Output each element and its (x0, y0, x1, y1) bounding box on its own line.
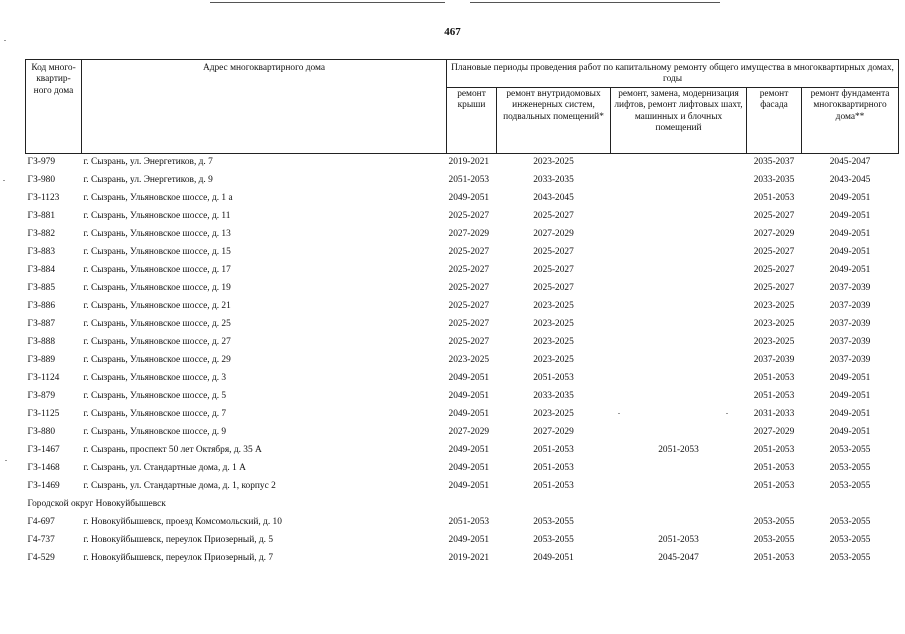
cell-code: ГЗ-1468 (27, 463, 60, 474)
cell-roof: 2051-2053 (448, 175, 490, 186)
cell-code: ГЗ-879 (27, 391, 56, 402)
cell-facade: 2025-2027 (753, 211, 795, 222)
cell-code: ГЗ-886 (27, 301, 56, 312)
cell-lifts: 2045-2047 (658, 553, 699, 564)
section-row (26, 496, 899, 514)
cell-address: г. Сызрань, Ульяновское шоссе, д. 25 (83, 319, 231, 330)
cell-facade: 2023-2025 (753, 301, 795, 312)
header-roof: ремонт крыши (447, 88, 497, 154)
cell-lifts (611, 334, 747, 352)
cell-foundation: 2037-2039 (829, 337, 871, 348)
cell-code: ГЗ-1467 (27, 445, 60, 456)
table-row (26, 388, 899, 406)
cell-address: г. Сызрань, ул. Энергетиков, д. 9 (83, 175, 213, 186)
cell-lifts (611, 406, 747, 424)
cell-code: Г4-529 (27, 553, 55, 564)
cell-roof: 2049-2051 (448, 193, 490, 204)
cell-engineering: 2025-2027 (533, 211, 574, 222)
table-row (26, 532, 899, 550)
cell-facade: 2023-2025 (753, 319, 795, 330)
table-row (26, 226, 899, 244)
cell-code: ГЗ-880 (27, 427, 56, 438)
cell-facade: 2027-2029 (753, 427, 795, 438)
cell-foundation: 2049-2051 (829, 211, 871, 222)
table-row (26, 352, 899, 370)
cell-facade: 2035-2037 (753, 157, 795, 168)
header-lifts: ремонт, замена, модернизация лифтов, ремонт лифтовых шахт, машинных и блочных помещений (611, 88, 747, 154)
section-title: Городской округ Новокуйбышевск (27, 499, 166, 510)
cell-lifts (611, 352, 747, 370)
table-row (26, 208, 899, 226)
table-row (26, 406, 899, 424)
scan-speck (5, 460, 7, 461)
cell-address: г. Сызрань, ул. Стандартные дома, д. 1, корпус 2 (83, 481, 276, 492)
cell-address: г. Сызрань, Ульяновское шоссе, д. 5 (83, 391, 227, 402)
cell-lifts: 2051-2053 (658, 535, 699, 546)
cell-foundation: 2049-2051 (829, 427, 871, 438)
cell-facade: 2053-2055 (753, 517, 795, 528)
header-periods: Плановые периоды проведения работ по капитальному ремонту общего имущества в многоквартирных домах, годы (447, 60, 899, 88)
cell-engineering: 2027-2029 (533, 427, 574, 438)
cell-foundation: 2049-2051 (829, 373, 871, 384)
cell-facade: 2051-2053 (753, 193, 795, 204)
top-rule-right (470, 2, 720, 3)
cell-engineering: 2053-2055 (533, 517, 574, 528)
cell-lifts (611, 514, 747, 532)
top-rule-left (210, 2, 445, 3)
cell-code: ГЗ-881 (27, 211, 56, 222)
cell-engineering: 2025-2027 (533, 265, 574, 276)
cell-foundation: 2037-2039 (829, 283, 871, 294)
cell-address: г. Сызрань, ул. Стандартные дома, д. 1 А (83, 463, 246, 474)
page-number: 467 (444, 26, 461, 38)
cell-engineering: 2043-2045 (533, 193, 574, 204)
cell-foundation: 2043-2045 (829, 175, 871, 186)
cell-facade: 2025-2027 (753, 283, 795, 294)
cell-engineering: 2051-2053 (533, 463, 574, 474)
cell-code: ГЗ-884 (27, 265, 56, 276)
cell-facade: 2051-2053 (753, 553, 795, 564)
cell-code: ГЗ-888 (27, 337, 56, 348)
cell-engineering: 2023-2025 (533, 355, 574, 366)
cell-address: г. Сызрань, Ульяновское шоссе, д. 29 (83, 355, 231, 366)
cell-facade: 2033-2035 (753, 175, 795, 186)
cell-address: г. Сызрань, Ульяновское шоссе, д. 15 (83, 247, 231, 258)
cell-facade: 2025-2027 (753, 247, 795, 258)
cell-address: г. Сызрань, ул. Энергетиков, д. 7 (83, 157, 213, 168)
cell-facade: 2051-2053 (753, 463, 795, 474)
cell-code: ГЗ-980 (27, 175, 56, 186)
cell-roof: 2025-2027 (448, 319, 490, 330)
cell-facade: 2053-2055 (753, 535, 795, 546)
cell-engineering: 2023-2025 (533, 319, 574, 330)
table-row (26, 298, 899, 316)
table-row (26, 154, 899, 173)
cell-engineering: 2023-2025 (533, 337, 574, 348)
cell-lifts (611, 262, 747, 280)
cell-lifts: 2051-2053 (658, 445, 699, 456)
table-row (26, 172, 899, 190)
cell-facade: 2051-2053 (753, 391, 795, 402)
cell-code: ГЗ-1125 (27, 409, 60, 420)
cell-foundation: 2037-2039 (829, 355, 871, 366)
cell-lifts (611, 226, 747, 244)
cell-roof: 2025-2027 (448, 265, 490, 276)
cell-engineering: 2033-2035 (533, 391, 574, 402)
scan-speck (3, 180, 5, 181)
cell-code: ГЗ-887 (27, 319, 56, 330)
table-row (26, 244, 899, 262)
cell-code: ГЗ-889 (27, 355, 56, 366)
cell-code: ГЗ-1469 (27, 481, 60, 492)
cell-roof: 2049-2051 (448, 373, 490, 384)
cell-foundation: 2049-2051 (829, 265, 871, 276)
cell-lifts (611, 190, 747, 208)
cell-address: г. Сызрань, Ульяновское шоссе, д. 11 (83, 211, 231, 222)
cell-foundation: 2049-2051 (829, 391, 871, 402)
cell-address: г. Сызрань, Ульяновское шоссе, д. 17 (83, 265, 231, 276)
cell-lifts (611, 424, 747, 442)
cell-code: ГЗ-1123 (27, 193, 60, 204)
table-row (26, 370, 899, 388)
cell-address: г. Новокуйбышевск, переулок Приозерный, д. 7 (83, 553, 274, 564)
capital-repair-table (25, 59, 899, 568)
cell-address: г. Сызрань, Ульяновское шоссе, д. 1 а (83, 193, 233, 204)
cell-foundation: 2053-2055 (829, 517, 871, 528)
header-engineering: ремонт внутридомовых инженерных систем, подвальных помещений* (497, 88, 611, 154)
table-row (26, 460, 899, 478)
cell-engineering: 2027-2029 (533, 229, 574, 240)
table-row (26, 262, 899, 280)
table-row (26, 190, 899, 208)
cell-lifts (611, 370, 747, 388)
cell-lifts (611, 172, 747, 190)
cell-roof: 2025-2027 (448, 247, 490, 258)
cell-foundation: 2049-2051 (829, 193, 871, 204)
cell-roof: 2049-2051 (448, 481, 490, 492)
cell-foundation: 2053-2055 (829, 481, 871, 492)
cell-address: г. Сызрань, Ульяновское шоссе, д. 7 (83, 409, 227, 420)
scan-speck (618, 413, 620, 414)
cell-address: г. Сызрань, Ульяновское шоссе, д. 19 (83, 283, 231, 294)
cell-lifts (611, 280, 747, 298)
cell-engineering: 2051-2053 (533, 481, 574, 492)
cell-facade: 2023-2025 (753, 337, 795, 348)
cell-engineering: 2051-2053 (533, 373, 574, 384)
cell-address: г. Сызрань, Ульяновское шоссе, д. 21 (83, 301, 231, 312)
cell-engineering: 2023-2025 (533, 157, 574, 168)
table-row (26, 316, 899, 334)
cell-code: ГЗ-882 (27, 229, 56, 240)
cell-foundation: 2053-2055 (829, 445, 871, 456)
cell-code: ГЗ-979 (27, 157, 56, 168)
cell-roof: 2027-2029 (448, 427, 490, 438)
cell-address: г. Сызрань, Ульяновское шоссе, д. 27 (83, 337, 231, 348)
cell-lifts (611, 316, 747, 334)
cell-engineering: 2025-2027 (533, 283, 574, 294)
cell-roof: 2019-2021 (448, 157, 490, 168)
cell-facade: 2025-2027 (753, 265, 795, 276)
cell-lifts (611, 478, 747, 496)
cell-foundation: 2049-2051 (829, 247, 871, 258)
cell-engineering: 2033-2035 (533, 175, 574, 186)
cell-engineering: 2023-2025 (533, 301, 574, 312)
cell-roof: 2049-2051 (448, 391, 490, 402)
cell-facade: 2051-2053 (753, 373, 795, 384)
cell-facade: 2031-2033 (753, 409, 795, 420)
cell-roof: 2025-2027 (448, 211, 490, 222)
table-row (26, 280, 899, 298)
cell-lifts (611, 244, 747, 262)
table-row (26, 514, 899, 532)
cell-lifts (611, 208, 747, 226)
cell-roof: 2019-2021 (448, 553, 490, 564)
cell-engineering: 2023-2025 (533, 409, 574, 420)
cell-foundation: 2053-2055 (829, 553, 871, 564)
cell-code: ГЗ-883 (27, 247, 56, 258)
cell-roof: 2025-2027 (448, 337, 490, 348)
table-row (26, 478, 899, 496)
cell-address: г. Сызрань, Ульяновское шоссе, д. 13 (83, 229, 231, 240)
cell-lifts (611, 388, 747, 406)
cell-code: ГЗ-1124 (27, 373, 60, 384)
cell-roof: 2023-2025 (448, 355, 490, 366)
cell-address: г. Новокуйбышевск, проезд Комсомольский, д. 10 (83, 517, 282, 528)
cell-address: г. Сызрань, Ульяновское шоссе, д. 3 (83, 373, 227, 384)
cell-roof: 2027-2029 (448, 229, 490, 240)
cell-engineering: 2051-2053 (533, 445, 574, 456)
cell-roof: 2025-2027 (448, 301, 490, 312)
cell-lifts (611, 298, 747, 316)
table-row (26, 550, 899, 568)
header-facade: ремонт фасада (747, 88, 802, 154)
cell-roof: 2049-2051 (448, 445, 490, 456)
cell-engineering: 2053-2055 (533, 535, 574, 546)
cell-roof: 2049-2051 (448, 409, 490, 420)
cell-foundation: 2053-2055 (829, 463, 871, 474)
cell-roof: 2051-2053 (448, 517, 490, 528)
cell-foundation: 2049-2051 (829, 229, 871, 240)
header-address: Адрес многоквартирного дома (82, 60, 447, 154)
cell-foundation: 2053-2055 (829, 535, 871, 546)
table-row (26, 442, 899, 460)
table-body (26, 154, 899, 569)
header-foundation: ремонт фундамента многоквартирного дома** (802, 88, 899, 154)
scan-speck (4, 40, 6, 41)
cell-roof: 2025-2027 (448, 283, 490, 294)
cell-code: ГЗ-885 (27, 283, 56, 294)
cell-address: г. Новокуйбышевск, переулок Приозерный, д. 5 (83, 535, 274, 546)
cell-facade: 2051-2053 (753, 445, 795, 456)
cell-foundation: 2037-2039 (829, 301, 871, 312)
scan-speck (726, 413, 728, 414)
cell-facade: 2037-2039 (753, 355, 795, 366)
cell-lifts (611, 460, 747, 478)
cell-facade: 2027-2029 (753, 229, 795, 240)
cell-code: Г4-737 (27, 535, 55, 546)
cell-lifts (611, 154, 747, 173)
cell-facade: 2051-2053 (753, 481, 795, 492)
cell-foundation: 2049-2051 (829, 409, 871, 420)
table-row (26, 424, 899, 442)
cell-roof: 2049-2051 (448, 463, 490, 474)
header-code: Код много-квартир-ного дома (26, 60, 82, 154)
table-row (26, 334, 899, 352)
cell-address: г. Сызрань, проспект 50 лет Октября, д. 35 А (83, 445, 262, 456)
cell-address: г. Сызрань, Ульяновское шоссе, д. 9 (83, 427, 227, 438)
cell-code: Г4-697 (27, 517, 55, 528)
cell-engineering: 2025-2027 (533, 247, 574, 258)
cell-foundation: 2045-2047 (829, 157, 871, 168)
cell-engineering: 2049-2051 (533, 553, 574, 564)
cell-foundation: 2037-2039 (829, 319, 871, 330)
cell-roof: 2049-2051 (448, 535, 490, 546)
